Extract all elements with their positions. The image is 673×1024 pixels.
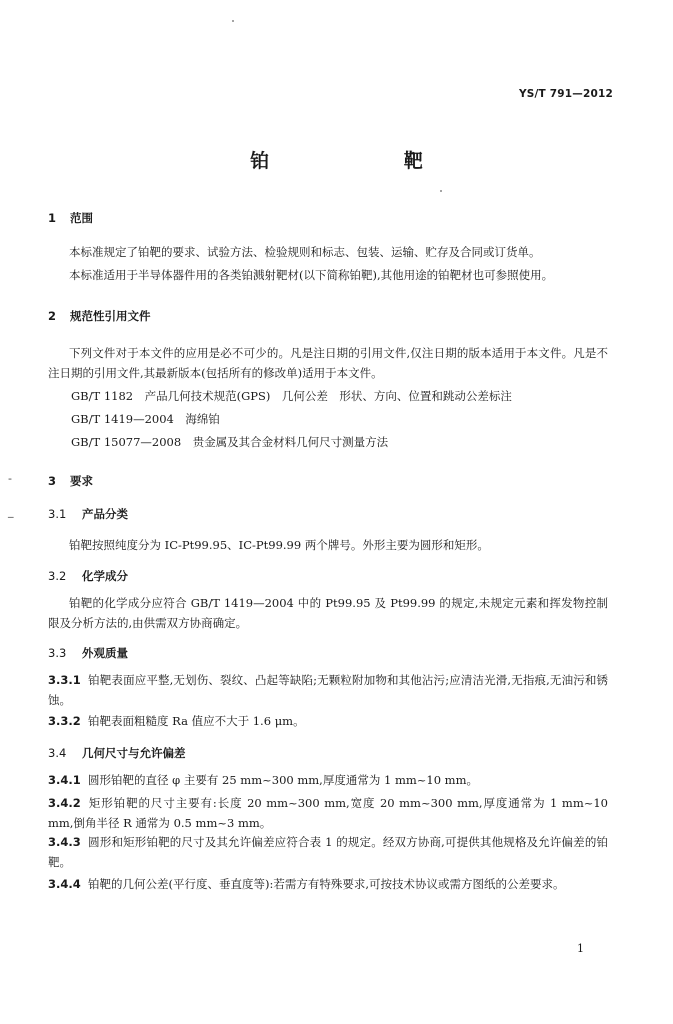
section-title: 范围 bbox=[70, 211, 93, 225]
scan-speck bbox=[232, 20, 234, 22]
clause-number: 3.3.2 bbox=[48, 714, 81, 728]
clause-3-4-4 bbox=[48, 874, 608, 894]
clause-number: 3.4.3 bbox=[48, 835, 81, 849]
clause-3-4-2 bbox=[48, 793, 608, 833]
section-3-heading bbox=[48, 473, 93, 489]
subsection-3-2-heading bbox=[48, 568, 128, 584]
clause-number: 3.4.1 bbox=[48, 773, 81, 787]
paragraph: 下列文件对于本文件的应用是必不可少的。凡是注日期的引用文件,仅注日期的版本适用于本文件。凡是不注日期的引用文件,其最新版本(包括所有的修改单)适用于本文件。 bbox=[48, 346, 608, 380]
section-number: 2 bbox=[48, 309, 57, 323]
subsection-title: 几何尺寸与允许偏差 bbox=[82, 746, 186, 760]
subsection-number: 3.2 bbox=[48, 569, 67, 583]
paragraph: 铂靶的化学成分应符合 GB/T 1419—2004 中的 Pt99.95 及 Pt99.99 的规定,未规定元素和挥发物控制限及分析方法的,由供需双方协商确定。 bbox=[48, 596, 608, 630]
subsection-3-4-heading bbox=[48, 745, 186, 761]
clause-number: 3.4.4 bbox=[48, 877, 81, 891]
scan-speck bbox=[440, 190, 442, 192]
subsection-title: 产品分类 bbox=[82, 507, 128, 521]
paragraph: 本标准规定了铂靶的要求、试验方法、检验规则和标志、包装、运输、贮存及合同或订货单。 bbox=[69, 245, 541, 259]
section-title: 要求 bbox=[70, 474, 93, 488]
paragraph: 本标准适用于半导体器件用的各类铂溅射靶材(以下简称铂靶),其他用途的铂靶材也可参照使用。 bbox=[69, 268, 554, 282]
subsection-title: 外观质量 bbox=[82, 646, 128, 660]
clause-3-3-2 bbox=[48, 711, 608, 731]
clause-3-4-3 bbox=[48, 832, 608, 872]
subsection-3-3-heading bbox=[48, 645, 128, 661]
clause-text: 圆形铂靶的直径 φ 主要有 25 mm~300 mm,厚度通常为 1 mm~10 mm。 bbox=[88, 773, 478, 787]
subsection-3-1-heading bbox=[48, 506, 128, 522]
document-title: 铂 靶 bbox=[250, 150, 487, 172]
reference-item: GB/T 1419—2004 海绵铂 bbox=[71, 412, 220, 426]
subsection-title: 化学成分 bbox=[82, 569, 128, 583]
margin-mark: _ bbox=[8, 505, 14, 518]
clause-text: 圆形和矩形铂靶的尺寸及其允许偏差应符合表 1 的规定。经双方协商,可提供其他规格及允许偏差的铂靶。 bbox=[48, 835, 608, 869]
reference-item: GB/T 15077—2008 贵金属及其合金材料几何尺寸测量方法 bbox=[71, 435, 389, 449]
clause-text: 铂靶表面应平整,无划伤、裂纹、凸起等缺陷;无颗粒附加物和其他沾污;应清洁光滑,无指痕,无油污和锈蚀。 bbox=[48, 673, 608, 707]
page-number: 1 bbox=[577, 942, 584, 955]
standard-code: YS/T 791—2012 bbox=[518, 88, 613, 100]
clause-number: 3.4.2 bbox=[48, 796, 81, 810]
clause-text: 铂靶表面粗糙度 Ra 值应不大于 1.6 μm。 bbox=[88, 714, 305, 728]
clause-text: 矩形铂靶的尺寸主要有:长度 20 mm~300 mm,宽度 20 mm~300 mm,厚度通常为 1 mm~10 mm,倒角半径 R 通常为 0.5 mm~3 mm。 bbox=[48, 796, 608, 830]
subsection-number: 3.1 bbox=[48, 507, 67, 521]
section-number: 3 bbox=[48, 474, 57, 488]
subsection-number: 3.3 bbox=[48, 646, 67, 660]
clause-number: 3.3.1 bbox=[48, 673, 81, 687]
section-title: 规范性引用文件 bbox=[70, 309, 151, 323]
margin-mark: - bbox=[8, 472, 12, 485]
clause-3-3-1 bbox=[48, 670, 608, 710]
clause-text: 铂靶的几何公差(平行度、垂直度等):若需方有特殊要求,可按技术协议或需方图纸的公差要求。 bbox=[88, 877, 565, 891]
subsection-number: 3.4 bbox=[48, 746, 67, 760]
section-1-heading bbox=[48, 210, 93, 226]
clause-3-4-1 bbox=[48, 770, 608, 790]
reference-item: GB/T 1182 产品几何技术规范(GPS) 几何公差 形状、方向、位置和跳动公差标注 bbox=[71, 389, 512, 403]
paragraph: 铂靶按照纯度分为 IC-Pt99.95、IC-Pt99.99 两个牌号。外形主要为圆形和矩形。 bbox=[69, 538, 489, 552]
section-number: 1 bbox=[48, 211, 57, 225]
section-2-heading bbox=[48, 308, 151, 324]
